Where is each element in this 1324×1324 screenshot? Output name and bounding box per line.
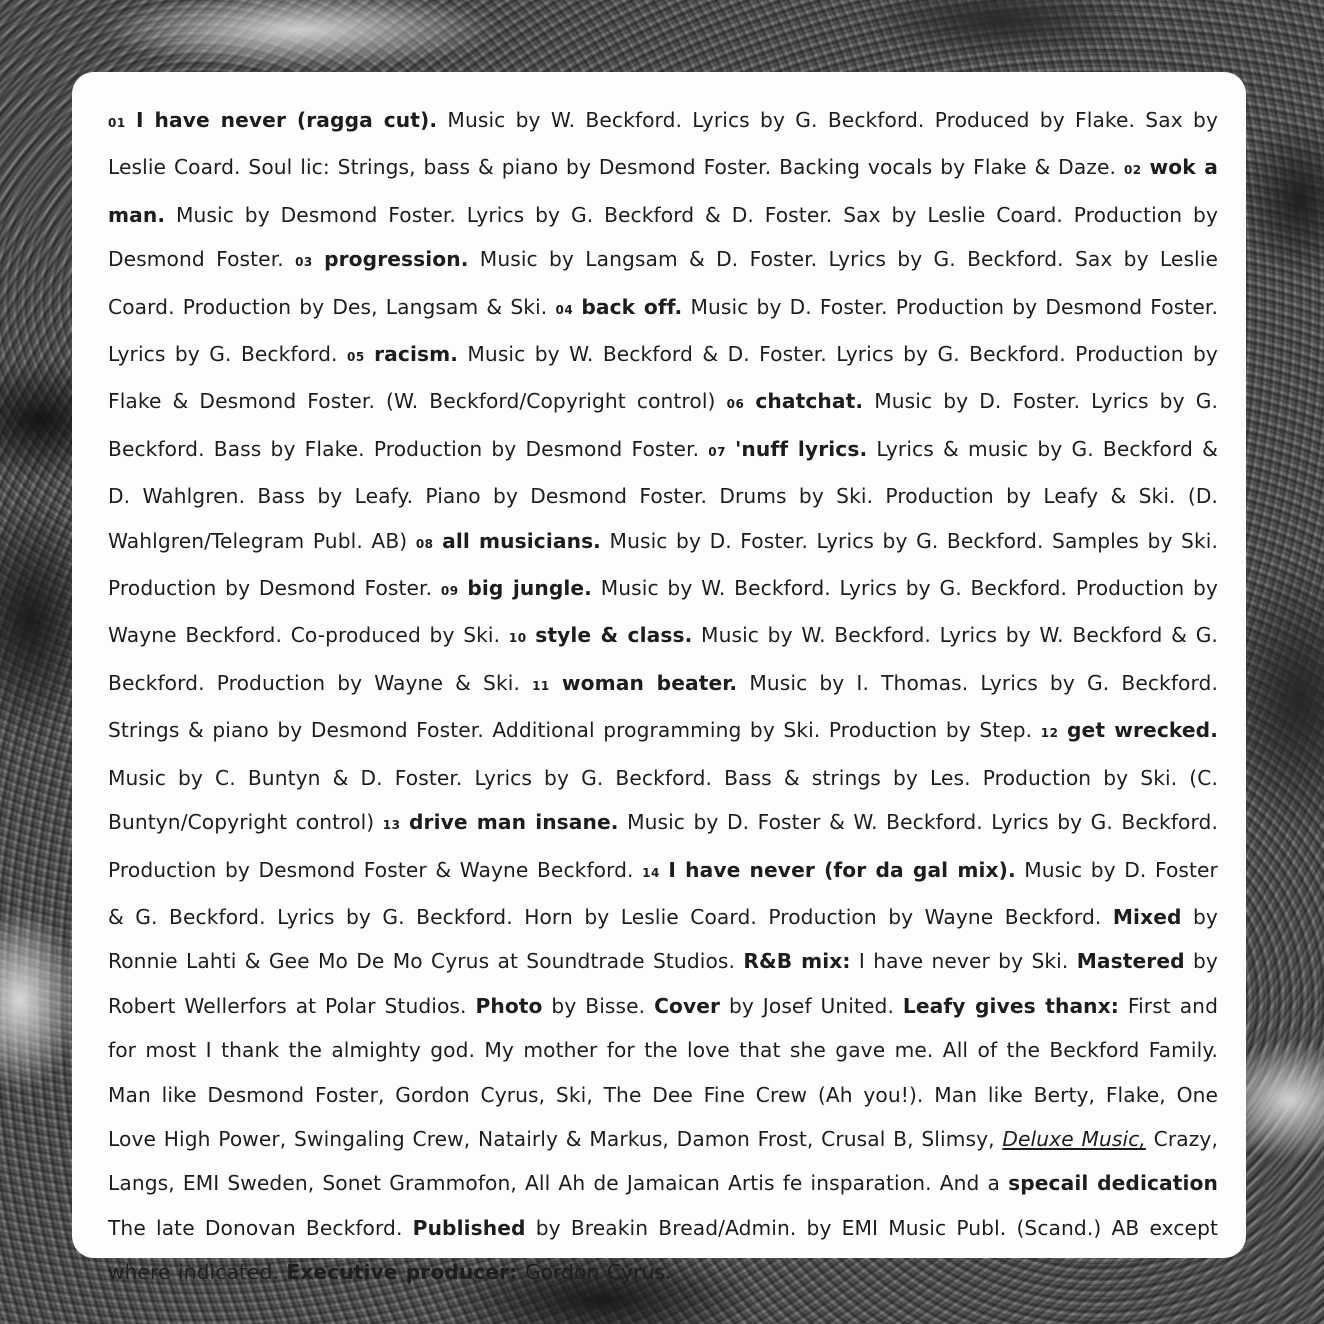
credits-panel — [72, 72, 1246, 1285]
track-credits: Music by D. Foster & W. Beckford. Lyrics by G. Beckford. Production by Desmond Foster & Wayne Beckford. — [108, 810, 1218, 882]
track-title: style & class. — [535, 623, 693, 648]
track-number: 14 — [642, 865, 660, 880]
rnb-mix-text: I have never by Ski. — [858, 949, 1069, 974]
executive-producer-text: Gordon Cyrus. — [524, 1260, 672, 1285]
track-number: 06 — [726, 397, 745, 412]
published-label: Published — [412, 1215, 526, 1240]
thanx-label: Leafy gives thanx: — [902, 993, 1119, 1018]
track-title: I have never (ragga cut). — [136, 108, 438, 132]
credits-text — [108, 98, 1218, 1295]
track-credits: Music by I. Thomas. Lyrics by G. Beckford. Strings & piano by Desmond Foster. Additional programming by Ski. Production by Step. — [108, 670, 1218, 743]
deluxe-music-link: Deluxe Music, — [1002, 1126, 1146, 1151]
photo-label: Photo — [475, 993, 543, 1018]
track-title: wok a man. — [108, 155, 1218, 227]
executive-producer-label: Executive producer: — [286, 1260, 518, 1285]
track-title: back off. — [581, 294, 683, 319]
track-number: 09 — [440, 584, 459, 599]
track-credits: Music by D. Foster. Production by Desmond Foster. Lyrics by G. Beckford. — [108, 294, 1218, 367]
photo-text: by Bisse. — [551, 993, 646, 1018]
track-title: 'nuff lyrics. — [735, 436, 868, 461]
published-text: by Breakin Bread/Admin. by EMI Music Publ. (Scand.) AB except where indicated. — [108, 1215, 1218, 1285]
mixed-label: Mixed — [1112, 904, 1182, 929]
track-credits: Lyrics & music by G. Beckford & D. Wahlgren. Bass by Leafy. Piano by Desmond Foster. Drums by Ski. Production by Leafy & Ski. (D. Wahlgren/Telegram Publ. AB) — [108, 436, 1218, 553]
track-title: progression. — [324, 247, 469, 272]
track-credits: Music by W. Beckford. Lyrics by W. Beckford & G. Beckford. Production by Wayne & Ski. — [108, 623, 1218, 695]
track-credits: Music by Desmond Foster. Lyrics by G. Beckford & D. Foster. Sax by Leslie Coard. Production by Desmond Foster. — [108, 202, 1218, 272]
track-title: I have never (for da gal mix). — [668, 857, 1016, 882]
track-credits: Music by C. Buntyn & D. Foster. Lyrics by G. Beckford. Bass & strings by Les. Production by Ski. (C. Buntyn/Copyright control) — [108, 765, 1218, 835]
track-credits: Music by W. Beckford. Lyrics by G. Beckford. Production by Wayne Beckford. Co-produced by Ski. — [108, 576, 1218, 648]
track-title: woman beater. — [561, 670, 738, 695]
track-credits: Music by D. Foster. Lyrics by G. Beckford. Samples by Ski. Production by Desmond Foster. — [108, 528, 1218, 601]
track-number: 04 — [555, 302, 574, 317]
track-title: all musicians. — [442, 528, 601, 553]
dedication-label: specail dedication — [1008, 1171, 1218, 1196]
track-number: 13 — [382, 818, 401, 833]
track-title: drive man insane. — [408, 810, 619, 835]
mixed-text: by Ronnie Lahti & Gee Mo De Mo Cyrus at Soundtrade Studios. — [108, 904, 1218, 974]
cover-label: Cover — [654, 993, 721, 1018]
track-number: 12 — [1040, 726, 1059, 741]
dedication-text: The late Donovan Beckford. — [108, 1215, 403, 1240]
track-credits: Music by D. Foster & G. Beckford. Lyrics by G. Beckford. Horn by Leslie Coard. Production by Wayne Beckford. — [108, 857, 1218, 929]
track-number: 11 — [532, 678, 550, 693]
track-title: racism. — [374, 342, 458, 367]
track-number: 01 — [108, 116, 126, 130]
rnb-mix-label: R&B mix: — [743, 949, 851, 974]
track-credits: Music by D. Foster. Lyrics by G. Beckford. Bass by Flake. Production by Desmond Foster. — [108, 389, 1218, 461]
mastered-text: by Robert Wellerfors at Polar Studios. — [108, 949, 1218, 1018]
track-title: big jungle. — [467, 576, 592, 601]
track-title: get wrecked. — [1067, 718, 1218, 743]
track-entry — [108, 108, 1218, 179]
track-credits: Music by W. Beckford & D. Foster. Lyrics by G. Beckford. Production by Flake & Desmond Foster. (W. Beckford/Copyright control) — [108, 342, 1218, 414]
track-number: 03 — [295, 255, 313, 270]
track-number: 07 — [708, 444, 726, 459]
track-number: 10 — [508, 631, 527, 646]
track-number: 05 — [346, 350, 365, 365]
track-credits: Music by Langsam & D. Foster. Lyrics by G. Beckford. Sax by Leslie Coard. Production by Des, Langsam & Ski. — [108, 247, 1218, 319]
thanx-text-continued: Crazy, Langs, EMI Sweden, Sonet Grammofon, All Ah de Jamaican Artis fe insparation. And a — [108, 1126, 1218, 1196]
cover-text: by Josef United. — [728, 993, 894, 1018]
track-credits: Music by W. Beckford. Lyrics by G. Beckford. Produced by Flake. Sax by Leslie Coard. Soul lic: Strings, bass & piano by Desmond Foster. Backing vocals by Flake & Daze. — [108, 108, 1218, 180]
track-number: 02 — [1123, 163, 1142, 178]
thanx-text: First and for most I thank the almighty god. My mother for the love that she gave me. All of the Beckford Family. Man like Desmond Foster, Gordon Cyrus, Ski, The Dee Fine Crew (Ah you!). Man like Berty, Flake, One Love High Power, Swingaling Crew, Natairly & Markus, Damon Frost, Crusal B, Slimsy, — [108, 993, 1218, 1151]
track-title: chatchat. — [755, 389, 864, 414]
track-number: 08 — [415, 536, 434, 551]
mastered-label: Mastered — [1076, 949, 1185, 974]
